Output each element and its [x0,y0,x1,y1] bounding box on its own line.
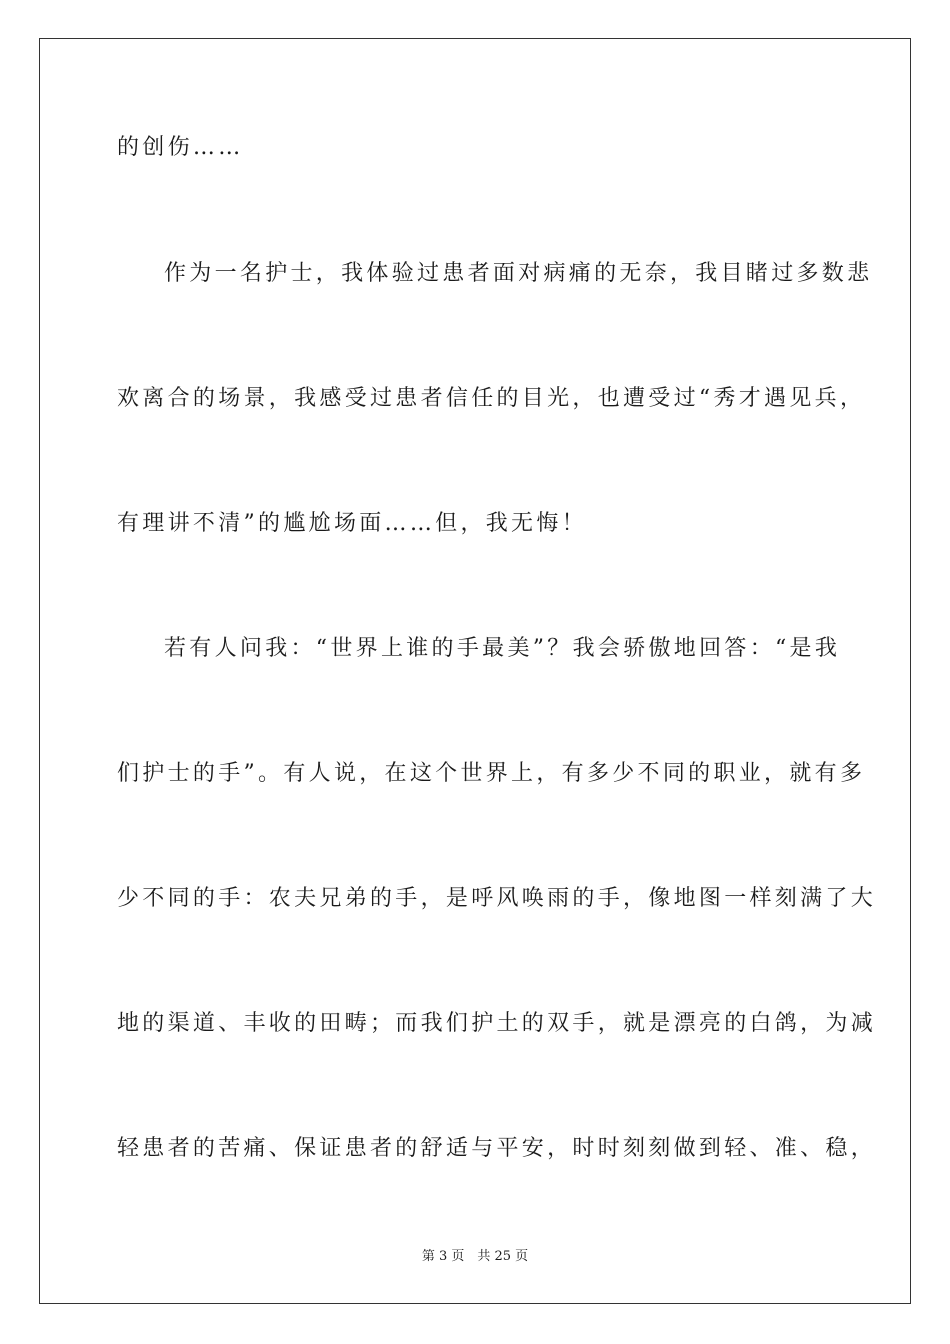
text-line-9: 轻患者的苦痛、保证患者的舒适与平安，时时刻刻做到轻、准、稳， [117,1136,877,1161]
text-line-3: 欢离合的场景，我感受过患者信任的目光，也遭受过“秀才遇见兵， [117,386,866,411]
text-line-8: 地的渠道、丰收的田畴；而我们护土的双手，就是漂亮的白鸽，为减 [117,1011,877,1036]
text-line-2: 作为一名护士，我体验过患者面对病痛的无奈，我目睹过多数悲 [164,261,873,286]
page-number-footer: 第 3 页 共 25 页 [421,1249,529,1264]
text-line-6: 们护士的手”。有人说，在这个世界上，有多少不同的职业，就有多 [117,761,866,786]
text-line-5: 若有人问我：“世界上谁的手最美”？我会骄傲地回答：“是我 [164,636,841,661]
text-line-4: 有理讲不清”的尴尬场面……但，我无悔！ [117,511,587,536]
text-line-7: 少不同的手：农夫兄弟的手，是呼风唤雨的手，像地图一样刻满了大 [117,886,877,911]
page-border [39,38,911,1304]
text-line-1: 的创伤…… [117,135,244,160]
